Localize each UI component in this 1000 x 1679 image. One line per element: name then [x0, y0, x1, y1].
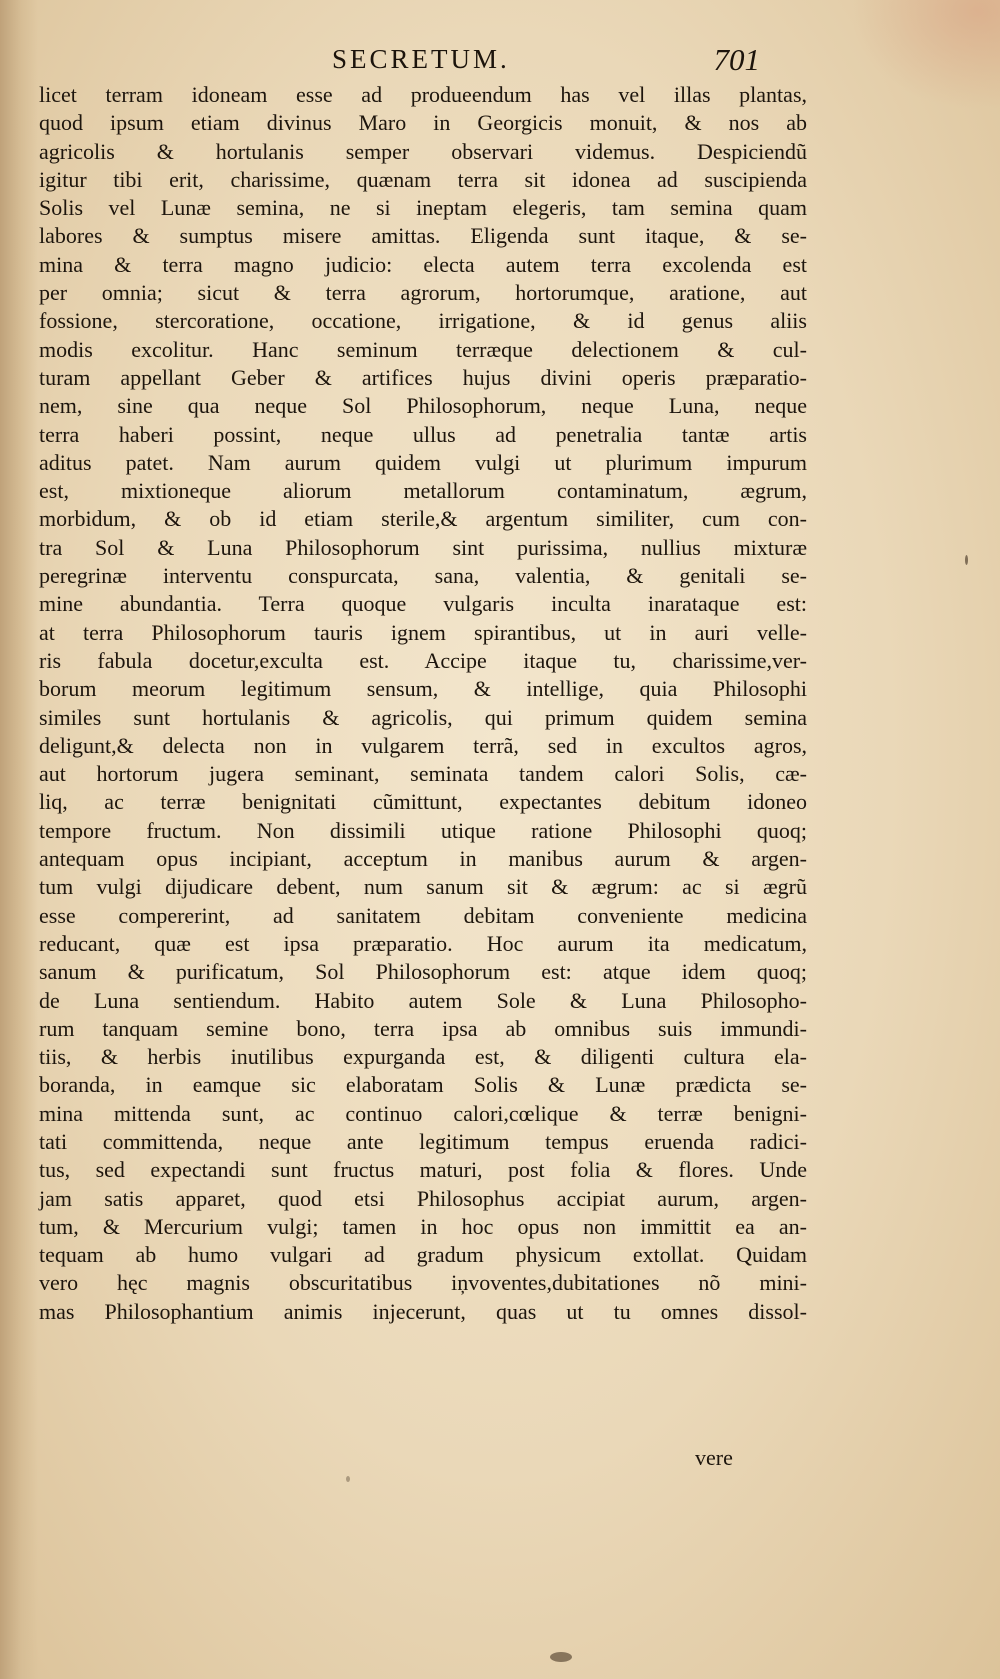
text-line: esse compererint, ad sanitatem debitam conveniente medicina	[39, 902, 807, 928]
page-number: 701	[713, 42, 760, 77]
text-line: tempore fructum. Non dissimili utique ratione Philosophi quoq;	[39, 817, 807, 843]
text-line: antequam opus incipiant, acceptum in manibus aurum & argen-	[39, 846, 807, 872]
text-line: labores & sumptus misere amittas. Eligenda sunt itaque, & se-	[39, 223, 807, 249]
text-line: tequam ab humo vulgari ad gradum physicum extollat. Quidam	[39, 1242, 807, 1268]
body-text	[39, 81, 807, 1326]
text-line: agricolis & hortulanis semper observari videmus. Despiciendũ	[39, 138, 807, 164]
text-line: tati committenda, neque ante legitimum tempus eruenda radici-	[39, 1128, 807, 1154]
running-title: SECRETUM.	[332, 44, 510, 74]
text-line: mina & terra magno judicio: electa autem terra excolenda est	[39, 251, 807, 277]
text-line: at terra Philosophorum tauris ignem spirantibus, ut in auri velle-	[39, 619, 807, 645]
text-line: jam satis apparet, quod etsi Philosophus accipiat aurum, argen-	[39, 1185, 807, 1211]
text-line: sanum & purificatum, Sol Philosophorum est: atque idem quoq;	[39, 959, 807, 985]
text-line: reducant, quæ est ipsa præparatio. Hoc aurum ita medicatum,	[39, 930, 807, 956]
text-line: tum, & Mercurium vulgi; tamen in hoc opus non immittit ea an-	[39, 1213, 807, 1239]
text-line: tus, sed expectandi sunt fructus maturi, post folia & flores. Unde	[39, 1157, 807, 1183]
catchword: vere	[695, 1445, 733, 1470]
text-line: liq, ac terræ benignitati cũmittunt, expectantes debitum idoneo	[39, 789, 807, 815]
text-line: per omnia; sicut & terra agrorum, hortorumque, aratione, aut	[39, 280, 807, 306]
text-line: de Luna sentiendum. Habito autem Sole & Luna Philosopho-	[39, 987, 807, 1013]
text-line: mina mittenda sunt, ac continuo calori,cœlique & terræ benigni-	[39, 1100, 807, 1126]
text-line: mine abundantia. Terra quoque vulgaris inculta inarataque est:	[39, 591, 807, 617]
text-line: aditus patet. Nam aurum quidem vulgi ut plurimum impurum	[39, 449, 807, 475]
text-line: nem, sine qua neque Sol Philosophorum, neque Luna, neque	[39, 393, 807, 419]
text-line: modis excolitur. Hanc seminum terræque delectionem & cul-	[39, 336, 807, 362]
text-line: turam appellant Geber & artifices hujus divini operis præparatio-	[39, 364, 807, 390]
text-line: aut hortorum jugera seminant, seminata tandem calori Solis, cæ-	[39, 761, 807, 787]
text-line: fossione, stercoratione, occatione, irrigatione, & id genus aliis	[39, 308, 807, 334]
ink-speck	[965, 555, 968, 565]
text-line: mas Philosophantium animis injecerunt, quas ut tu omnes dissol-	[39, 1298, 807, 1324]
text-line: terra haberi possint, neque ullus ad penetralia tantæ artis	[39, 421, 807, 447]
text-line: borum meorum legitimum sensum, & intellige, quia Philosophi	[39, 676, 807, 702]
text-line: licet terram idoneam esse ad produeendum has vel illas plantas,	[39, 82, 807, 107]
text-line: quod ipsum etiam divinus Maro in Georgicis monuit, & nos ab	[39, 110, 807, 136]
text-line: est, mixtioneque aliorum metallorum contaminatum, ægrum,	[39, 478, 807, 504]
text-line: tum vulgi dijudicare debent, num sanum sit & ægrum: ac si ægrũ	[39, 874, 807, 900]
text-line: ris fabula docetur,exculta est. Accipe itaque tu, charissime,ver-	[39, 647, 807, 673]
text-line: boranda, in eamque sic elaboratam Solis & Lunæ prædicta se-	[39, 1072, 807, 1098]
text-line: igitur tibi erit, charissime, quænam terra sit idonea ad suscipienda	[39, 166, 807, 192]
text-line: vero hęc magnis obscuritatibus iņvoventes,dubitationes nõ mini-	[39, 1270, 807, 1296]
text-line: deligunt,& delecta non in vulgarem terrã, sed in excultos agros,	[39, 732, 807, 758]
text-line: tra Sol & Luna Philosophorum sint purissima, nullius mixturæ	[39, 534, 807, 560]
text-line: similes sunt hortulanis & agricolis, qui primum quidem semina	[39, 704, 807, 730]
text-line: tiis, & herbis inutilibus expurganda est, & diligenti cultura ela-	[39, 1044, 807, 1070]
text-line: peregrinæ interventu conspurcata, sana, valentia, & genitali se-	[39, 563, 807, 589]
text-line: morbidum, & ob id etiam sterile,& argentum similiter, cum con-	[39, 506, 807, 532]
page-header	[300, 44, 760, 84]
ink-speck	[346, 1476, 350, 1482]
ink-smudge	[550, 1652, 572, 1662]
text-line: Solis vel Lunæ semina, ne si ineptam elegeris, tam semina quam	[39, 195, 807, 221]
text-line: rum tanquam semine bono, terra ipsa ab omnibus suis immundi-	[39, 1015, 807, 1041]
